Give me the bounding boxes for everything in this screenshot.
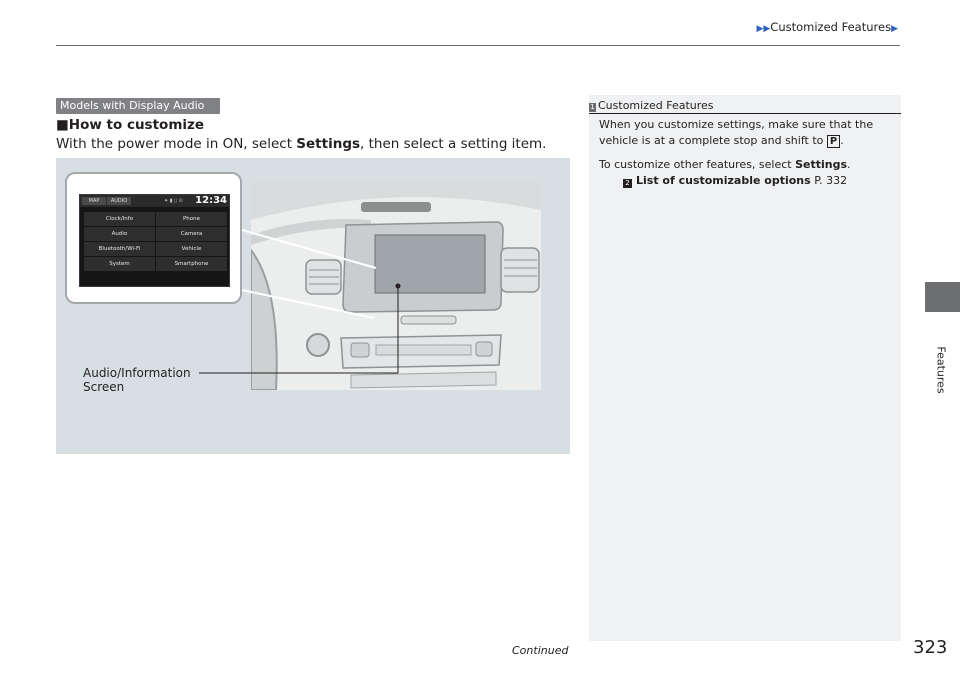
audio-tab: AUDIO [107, 197, 131, 205]
menu-item-phone: Phone [156, 212, 227, 226]
menu-item-system: System [84, 257, 155, 271]
screen-top-bar [80, 195, 229, 207]
settings-keyword: Settings [296, 136, 361, 152]
side-note [589, 95, 901, 641]
menu-item-vehicle: Vehicle [156, 242, 227, 256]
dashboard-drawing [251, 180, 541, 390]
continued-label: Continued [512, 644, 569, 657]
menu-item-audio: Audio [84, 227, 155, 241]
menu-item-smartphone: Smartphone [156, 257, 227, 271]
dashboard-illustration [56, 158, 570, 454]
map-tab: MAP [82, 197, 106, 205]
audio-info-screen [79, 194, 230, 287]
menu-item-camera: Camera [156, 227, 227, 241]
chapter-label: Features [934, 346, 948, 394]
note-marker-icon: 1 [590, 103, 595, 111]
dashboard-photo [251, 180, 541, 390]
note-paragraph: To customize other features, select Settings. [599, 158, 851, 171]
header-divider [56, 45, 900, 46]
park-key-icon: P [827, 135, 840, 148]
note-body [599, 117, 894, 197]
breadcrumb [756, 20, 898, 34]
note-divider [589, 113, 901, 114]
section-heading-text: How to customize [68, 117, 205, 133]
reference-arrow-icon: 2 [623, 179, 632, 188]
bullet-icon: ■ [56, 117, 69, 133]
page-number: 323 [913, 637, 948, 658]
breadcrumb-text: Customized Features [770, 20, 892, 34]
note-title: 1 Customized Features [590, 99, 714, 112]
model-badge: Models with Display Audio [56, 98, 220, 114]
instruction-text: With the power mode in ON, select Settings, then select a setting item. [56, 136, 547, 152]
menu-item-clock-info: Clock/Info [84, 212, 155, 226]
breadcrumb-arrow-icon: ▶▶ [756, 24, 771, 34]
breadcrumb-arrow-icon: ▶ [891, 24, 898, 34]
settings-menu-grid [84, 212, 227, 271]
screen-callout [65, 172, 242, 304]
section-heading [56, 117, 204, 133]
menu-item-bluetooth-wifi: Bluetooth/Wi-Fi [84, 242, 155, 256]
chapter-tab [925, 282, 960, 312]
page-header [0, 0, 960, 48]
cross-reference-link[interactable]: 2 List of customizable options P. 332 [599, 173, 894, 189]
screen-pointer-label: Audio/Information Screen [83, 366, 191, 394]
status-icons: ✦ ▮ ▯ ⊙ [164, 198, 183, 204]
note-paragraph: When you customize settings, make sure that the vehicle is at a complete stop and shift to P . [599, 118, 874, 147]
clock-display: 12:34 [195, 195, 227, 206]
